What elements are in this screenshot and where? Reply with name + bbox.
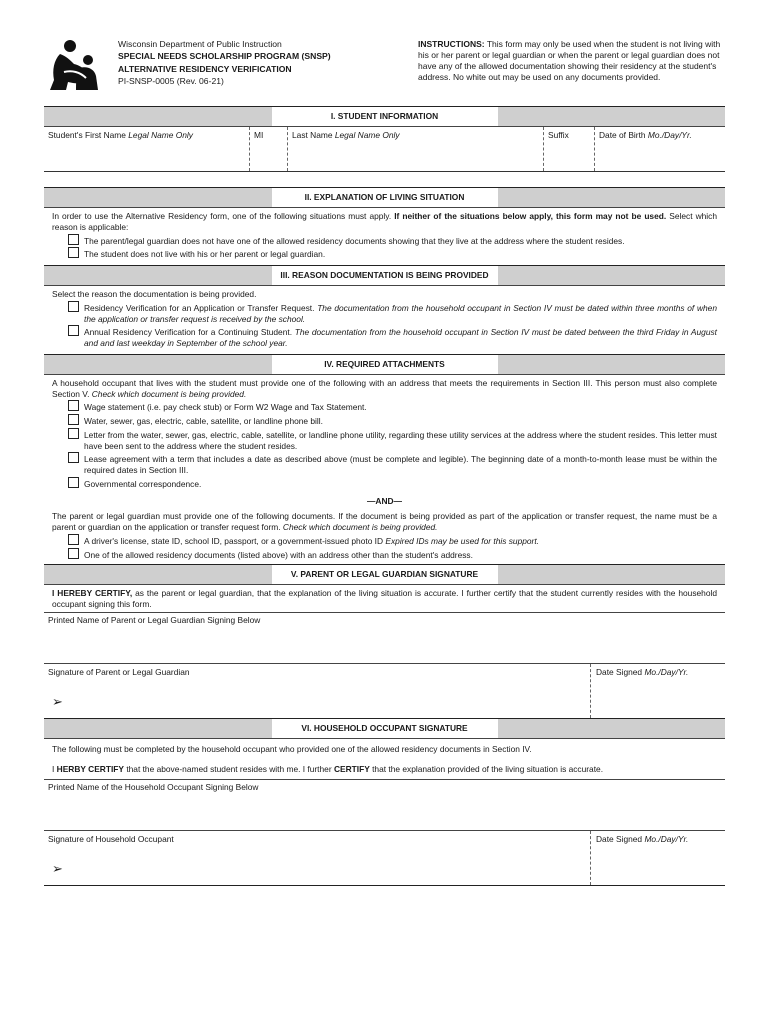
parent-doc-option-1-note: Expired IDs may be used for this support. [385, 535, 540, 546]
intro-end: Select which reason is applicable: [52, 211, 718, 232]
and-divider: —AND— [367, 495, 402, 506]
intro-text: In order to use the Alternative Residency form, one of the following situations must apply. [52, 211, 392, 221]
reason-option-1 [44, 302, 725, 327]
attachments-intro-note: Check which document is being provided. [91, 388, 247, 399]
parent-doc-intro-note: Check which document is being provided. [282, 522, 438, 532]
parent-doc-intro-text: The parent or legal guardian must provide one of the following documents. If the document is being provided as part of the application or transfer request, the name must be a parent or guardian on the application or transfer request form. [52, 511, 717, 532]
doc-option-3-checkbox[interactable] [68, 428, 79, 439]
reason-option-2-checkbox[interactable] [68, 325, 79, 336]
section-header-occupant-signature [44, 718, 725, 739]
suffix-field[interactable] [544, 127, 595, 171]
section-title: V. PARENT OR LEGAL GUARDIAN SIGNATURE [272, 565, 498, 584]
doc-option-2-label: Water, sewer, gas, electric, cable, satellite, or landline phone bill. [84, 416, 323, 426]
occupant-signature-field[interactable] [44, 831, 591, 885]
doc-option-2-checkbox[interactable] [68, 414, 79, 425]
parent-printed-name-field[interactable] [44, 613, 725, 663]
occupant-signature-label: Signature of Household Occupant [48, 834, 174, 845]
occupant-certify-end: that the explanation provided of the living situation is accurate. [372, 763, 604, 774]
first-name-label: Student's First Name [48, 130, 126, 140]
parent-doc-option-1-checkbox[interactable] [68, 534, 79, 545]
instructions-text: This form may only be used when the student is not living with his or her parent or legal guardian or when the parent or legal guardian does not have any of the allowed documentation showing their residency at the student's address. No white out may be used on any documents provided. [418, 39, 721, 83]
parent-date-note: Mo./Day/Yr. [644, 666, 689, 677]
reason-option-2 [44, 326, 725, 351]
living-option-2-label: The student does not live with his or her parent or legal guardian. [84, 249, 326, 260]
first-name-field[interactable] [44, 127, 250, 171]
parent-doc-intro [44, 508, 725, 535]
section-title: VI. HOUSEHOLD OCCUPANT SIGNATURE [272, 719, 498, 738]
occupant-certify-bold2: CERTIFY [333, 763, 370, 774]
occupant-certify [44, 757, 725, 780]
parent-doc-option-2-checkbox[interactable] [68, 548, 79, 559]
doc-option-5 [44, 478, 725, 492]
parent-doc-option-1-label: A driver's license, state ID, school ID, passport, or a government-issued photo ID [84, 535, 384, 546]
student-info-row [44, 127, 725, 172]
doc-option-4-label: Lease agreement with a term that includes a date as described above (must be complete and legible). The beginning date of a month-to-month lease must be within the required dates in Section III. [84, 454, 717, 475]
occupant-intro: The following must be completed by the household occupant who provided one of the allowed residency documents in Section IV. [52, 743, 532, 754]
doc-option-1-checkbox[interactable] [68, 400, 79, 411]
section-title: IV. REQUIRED ATTACHMENTS [272, 355, 498, 374]
instructions [418, 39, 725, 83]
section-title: II. EXPLANATION OF LIVING SITUATION [272, 188, 498, 207]
doc-option-5-checkbox[interactable] [68, 477, 79, 488]
section-header-reason [44, 265, 725, 286]
doc-option-5-label: Governmental correspondence. [84, 478, 202, 489]
section-header-parent-signature [44, 564, 725, 585]
doc-option-3 [44, 429, 725, 454]
doc-option-4-checkbox[interactable] [68, 452, 79, 463]
section-title: I. STUDENT INFORMATION [272, 107, 498, 126]
program-name: SPECIAL NEEDS SCHOLARSHIP PROGRAM (SNSP) [118, 51, 331, 62]
instructions-label: INSTRUCTIONS: [418, 39, 485, 49]
first-name-note: Legal Name Only [128, 130, 193, 140]
parent-date-label: Date Signed [596, 666, 643, 677]
living-option-2-checkbox[interactable] [68, 247, 79, 258]
form-page [44, 36, 725, 886]
occupant-printed-name-label: Printed Name of the Household Occupant Signing Below [48, 782, 259, 793]
dpi-logo-icon [46, 38, 104, 94]
occupant-certify-pre: I [52, 763, 55, 774]
mi-field[interactable] [250, 127, 288, 171]
mi-label: MI [254, 130, 264, 140]
last-name-field[interactable] [288, 127, 544, 171]
doc-option-4 [44, 453, 725, 478]
parent-signature-row [44, 663, 725, 718]
occupant-date-field[interactable] [591, 831, 725, 885]
parent-doc-option-2 [44, 549, 725, 563]
reason-option-1-label: Residency Verification for an Application or Transfer Request. [84, 302, 315, 313]
intro-bold: If neither of the situations below apply, this form may not be used. [394, 211, 667, 221]
section-header-attachments [44, 354, 725, 375]
form-header [44, 36, 725, 106]
doc-option-2 [44, 415, 725, 429]
form-number: PI-SNSP-0005 (Rev. 06-21) [118, 76, 224, 87]
reason-intro: Select the reason the documentation is being provided. [52, 289, 257, 299]
signature-arrow-icon: ➢ [52, 861, 63, 877]
reason-option-1-checkbox[interactable] [68, 301, 79, 312]
reason-option-2-note: The documentation from the household occupant in Section IV must be dated between the third Friday in August and and last weekday in September of the school year. [84, 327, 717, 348]
parent-doc-option-2-label: One of the allowed residency documents (listed above) with an address other than the student's address. [84, 549, 473, 560]
dob-note: Mo./Day/Yr. [647, 130, 692, 140]
form-title: ALTERNATIVE RESIDENCY VERIFICATION [118, 63, 292, 74]
dob-label: Date of Birth [599, 130, 646, 140]
signature-arrow-icon: ➢ [52, 693, 63, 709]
section-header-living-situation [44, 187, 725, 208]
living-situation-intro [44, 208, 725, 235]
attachments-intro [44, 375, 725, 402]
attachments-intro-text: A household occupant that lives with the student must provide one of the following with an address that meets the requirements in Section III. This person must also complete Section V. [52, 377, 717, 399]
living-option-2 [44, 248, 725, 262]
agency-block [118, 38, 388, 88]
parent-certify-text: as the parent or legal guardian, that the explanation of the living situation is accurate. I further certify that the student currently resides with the household occupant signing this form. [52, 588, 718, 609]
parent-printed-name-label: Printed Name of Parent or Legal Guardian Signing Below [48, 614, 261, 625]
doc-option-1-label: Wage statement (i.e. pay check stub) or Form W2 Wage and Tax Statement. [84, 402, 367, 413]
occupant-certify-mid: that the above-named student resides with me. I further [126, 763, 332, 774]
reason-option-2-label: Annual Residency Verification for a Continuing Student. [84, 327, 293, 338]
reason-option-1-note: The documentation from the household occupant in Section IV must be dated within three months of when the application or transfer request is received by the school. [84, 302, 718, 324]
last-name-label: Last Name [292, 130, 333, 140]
doc-option-3-label: Letter from the water, sewer, gas, electric, cable, satellite, or landline phone utility, regarding these utility services at the address where the student resides. This letter must have been sent to the address where the student resides. [84, 429, 717, 451]
living-option-1 [44, 235, 725, 249]
parent-doc-option-1 [44, 535, 725, 549]
suffix-label: Suffix [548, 130, 569, 140]
dob-field[interactable] [595, 127, 725, 171]
parent-signature-field[interactable] [44, 664, 591, 718]
occupant-printed-name-field[interactable] [44, 780, 725, 830]
parent-date-field[interactable] [591, 664, 725, 718]
occupant-certify-bold1: HERBY CERTIFY [56, 763, 124, 774]
occupant-signature-row [44, 830, 725, 886]
agency-name: Wisconsin Department of Public Instruction [118, 39, 282, 49]
occupant-date-note: Mo./Day/Yr. [644, 834, 689, 845]
living-option-1-checkbox[interactable] [68, 234, 79, 245]
parent-certify [44, 585, 725, 612]
occupant-date-label: Date Signed [596, 834, 643, 845]
section-title: III. REASON DOCUMENTATION IS BEING PROVIDED [272, 266, 498, 285]
doc-option-1 [44, 401, 725, 415]
last-name-note: Legal Name Only [334, 130, 400, 140]
parent-certify-bold: I HEREBY CERTIFY, [52, 588, 133, 599]
section-header-student-info [44, 106, 725, 127]
living-option-1-label: The parent/legal guardian does not have one of the allowed residency documents showing that they live at the address where the student resides. [84, 235, 625, 246]
parent-signature-label: Signature of Parent or Legal Guardian [48, 666, 190, 677]
